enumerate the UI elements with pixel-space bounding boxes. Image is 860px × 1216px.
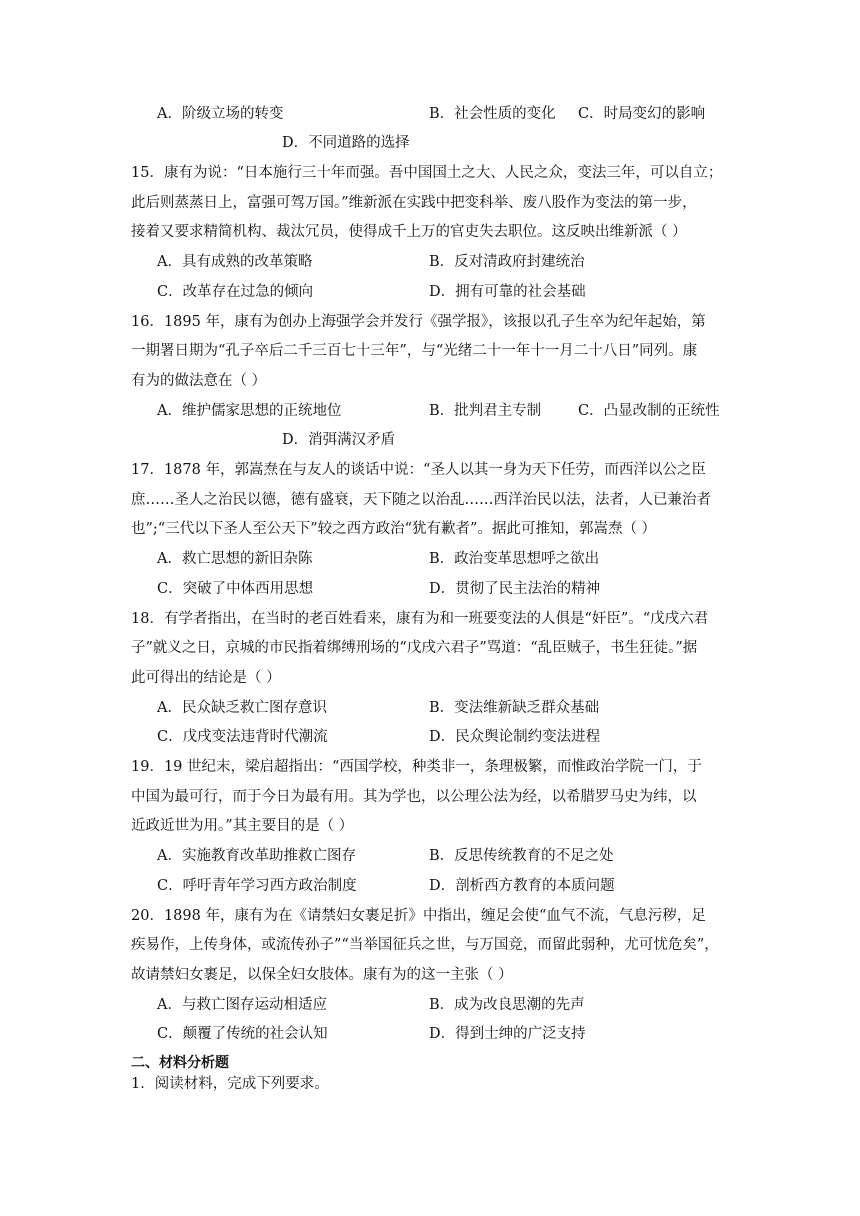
q14-option-c: C．时局变幻的影响 [578,106,706,122]
q15-stem-line-1: 15．康有为说：“日本施行三十年而强。吾中国国土之大、人民之众，变法三年，可以自立； [131,165,723,181]
q17-option-a: A．救亡思想的新旧杂陈 [157,551,313,567]
q19-stem-line-2: 中国为最可行，而于今日为最有用。其为学也，以公理公法为经，以希腊罗马史为纬，以 [131,789,697,805]
q15-stem-line-2: 此后则蒸蒸日上，富强可驾万国。”维新派在实践中把变科举、废八股作为变法的第一步， [131,195,697,211]
q18-option-d: D．民众舆论制约变法进程 [429,729,601,745]
q17-stem-line-3: 也”;“三代以下圣人至公天下”较之西方政治“犹有歉者”。据此可推知，郭嵩焘（ ） [131,521,657,537]
q18-option-c: C．戊戌变法违背时代潮流 [157,729,328,745]
q15-option-b: B．反对清政府封建统治 [429,254,585,270]
q19-stem-line-3: 近政近世为用。”其主要目的是（ ） [131,818,354,834]
q16-stem-line-3: 有为的做法意在（ ） [131,373,267,389]
q16-option-d: D．消弭满汉矛盾 [282,432,396,448]
q16-stem-line-1: 16．1895 年，康有为创办上海强学会并发行《强学报》，该报以孔子生卒为纪年起始，第 [131,314,706,330]
q20-stem-line-1: 20．1898 年，康有为在《请禁妇女裹足折》中指出，缠足会使“血气不流，气息污秽，足 [131,908,706,924]
q20-option-c: C．颠覆了传统的社会认知 [157,1026,328,1042]
q17-stem-line-1: 17．1878 年，郭嵩焘在与友人的谈话中说：“圣人以其一身为天下任劳，而西洋以公之臣 [131,462,706,478]
q17-option-d: D．贯彻了民主法治的精神 [429,581,601,597]
q19-option-b: B．反思传统教育的不足之处 [429,848,614,864]
q19-option-c: C．呼吁青年学习西方政治制度 [157,878,357,894]
q15-option-a: A．具有成熟的改革策略 [157,254,313,270]
q15-option-c: C．改革存在过急的倾向 [157,284,314,300]
q19-option-d: D．剖析西方教育的本质问题 [429,878,615,894]
q20-option-a: A．与救亡图存运动相适应 [157,997,327,1013]
q20-stem-line-2: 疾易作，上传身体，或流传孙子”“当举国征兵之世，与万国竞，而留此弱种，尤可忧危矣”， [131,937,719,953]
q20-option-d: D．得到士绅的广泛支持 [429,1026,586,1042]
q17-option-c: C．突破了中体西用思想 [157,581,314,597]
q14-option-d: D．不同道路的选择 [282,135,410,151]
q17-option-b: B．政治变革思想呼之欲出 [429,551,600,567]
q14-option-b: B．社会性质的变化 [429,106,556,122]
q16-option-c: C．凸显改制的正统性 [578,403,720,419]
q19-stem-line-1: 19．19 世纪末，梁启超指出：“西国学校，种类非一，条理极繁，而惟政治学院一门，于 [131,759,702,775]
q20-option-b: B．成为改良思潮的先声 [429,997,585,1013]
q16-option-b: B．批判君主专制 [429,403,542,419]
q15-stem-line-3: 接着又要求精简机构、裁汰冗员，使得成千上万的官吏失去职位。这反映出维新派（ ） [131,224,687,240]
q16-stem-line-2: 一期署日期为“孔子卒后二千三百七十三年”，与“光绪二十一年十一月二十八日”同列。康 [131,343,698,359]
q14-option-a: A．阶级立场的转变 [157,106,284,122]
q18-stem-line-2: 子”就义之日，京城的市民指着绑缚刑场的“戊戌六君子”骂道：“乱臣贼子，书生狂徒。”据 [131,640,698,656]
q18-stem-line-3: 此可得出的结论是（ ） [131,670,281,686]
q18-option-b: B．变法维新缺乏群众基础 [429,700,600,716]
q15-option-d: D．拥有可靠的社会基础 [429,284,586,300]
q18-option-a: A．民众缺乏救亡图存意识 [157,700,327,716]
q17-stem-line-2: 庶……圣人之治民以德，德有盛衰，天下随之以治乱……西洋治民以法，法者，人已兼治者 [131,492,711,508]
q16-option-a: A．维护儒家思想的正统地位 [157,403,342,419]
q18-stem-line-1: 18．有学者指出，在当时的老百姓看来，康有为和一班要变法的人俱是“奸臣”。“戊戌六君 [131,611,709,627]
section-2-heading: 二、材料分析题 [131,1055,229,1071]
q19-option-a: A．实施教育改革助推救亡图存 [157,848,356,864]
q20-stem-line-3: 故请禁妇女裹足，以保全妇女肢体。康有为的这一主张（ ） [131,967,513,983]
section-2-item-1: 1．阅读材料，完成下列要求。 [131,1076,329,1092]
